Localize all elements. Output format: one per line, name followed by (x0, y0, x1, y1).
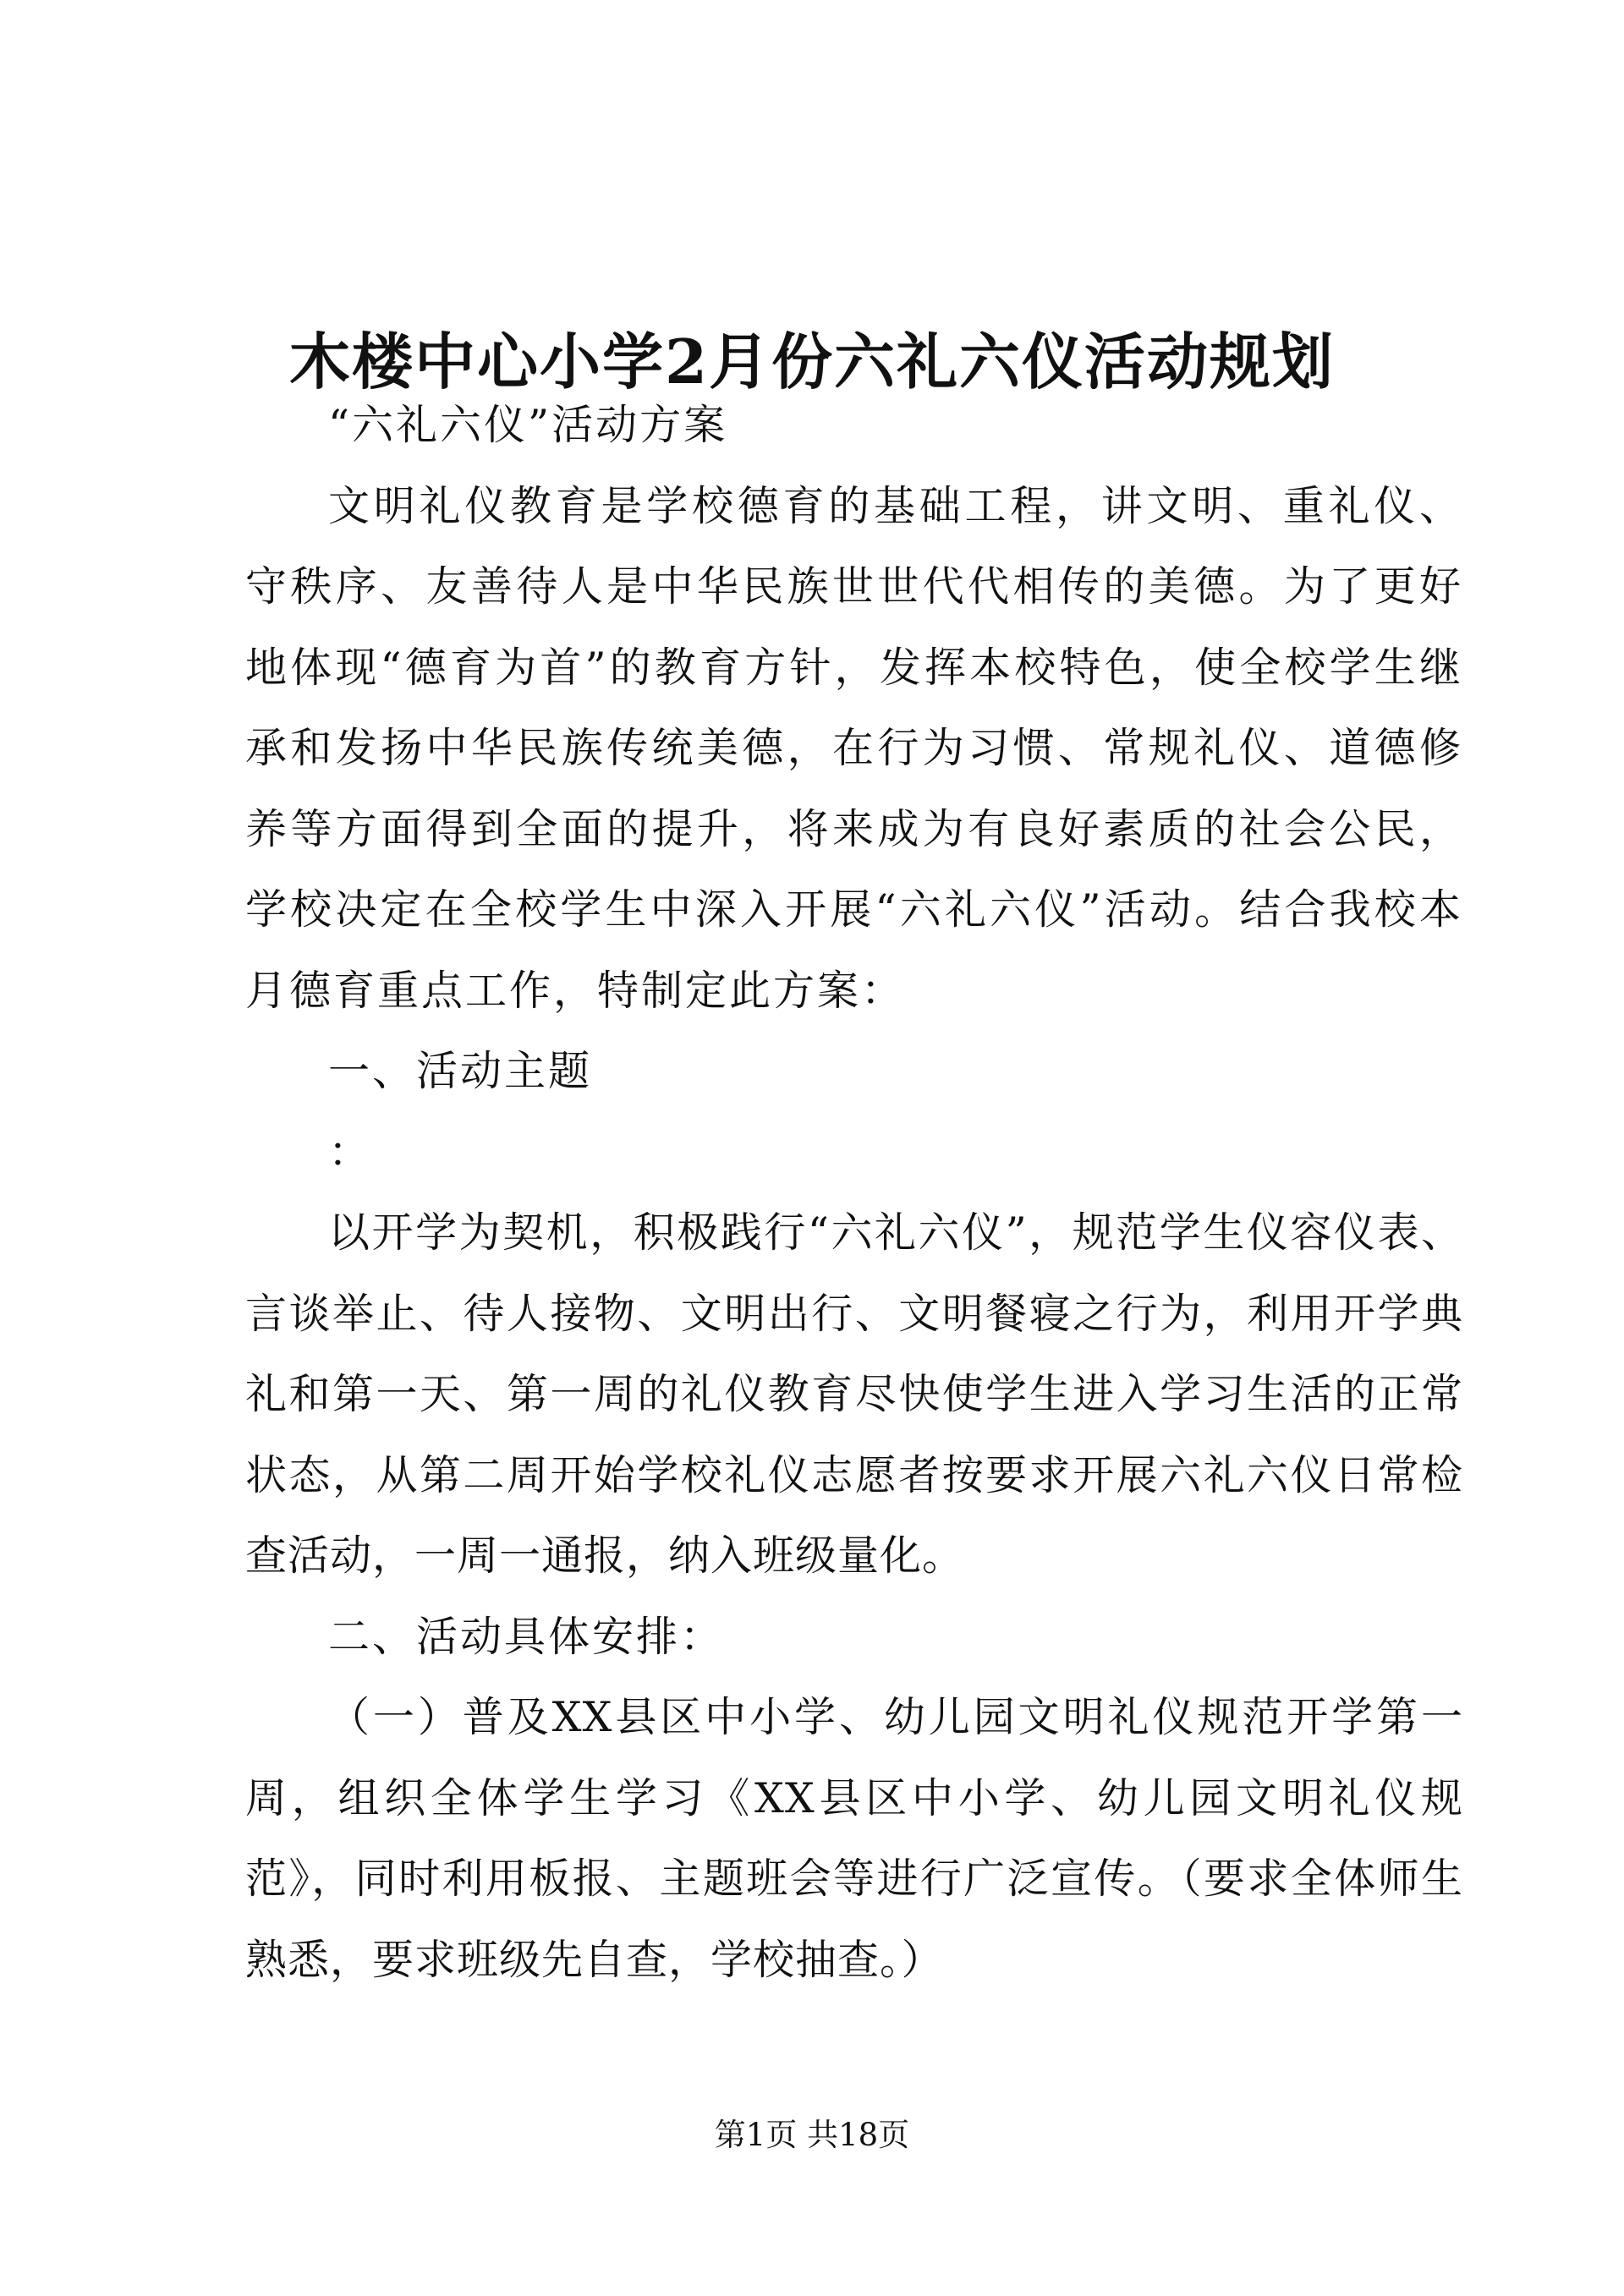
section-heading-arrangement: 二、活动具体安排： (328, 1612, 725, 1661)
arrangement-item-1: （一）普及XX县区中小学、幼儿园文明礼仪规范开学第一周，组织全体学生学习《XX县区中小学、幼儿园文明礼仪规范》，同时利用板报、主题班会等进行广泛宣传。（要求全体师生熟悉，要求班级先自查，学校抽查。） (245, 1693, 1463, 1984)
document-body (245, 385, 1463, 2000)
section-heading-theme: 一、活动主题 (328, 1047, 593, 1095)
theme-paragraph: 以开学为契机，积极践行“六礼六仪”，规范学生仪容仪表、言谈举止、待人接物、文明出行、文明餐寝之行为，利用开学典礼和第一天、第一周的礼仪教育尽快使学生进入学习生活的正常状态，从第二周开始学校礼仪志愿者按要求开展六礼六仪日常检查活动，一周一通报，纳入班级量化。 (245, 1208, 1463, 1580)
document-title: 木楼中心小学2月份六礼六仪活动规划 (288, 326, 1336, 398)
plan-subtitle: “六礼六仪”活动方案 (328, 401, 728, 449)
page-footer: 第1页 共18页 (714, 2117, 910, 2153)
colon-line: ： (328, 1127, 373, 1176)
intro-paragraph: 文明礼仪教育是学校德育的基础工程，讲文明、重礼仪、守秩序、友善待人是中华民族世世代代相传的美德。为了更好地体现“德育为首”的教育方针，发挥本校特色，使全校学生继承和发扬中华民族传统美德，在行为习惯、常规礼仪、道德修养等方面得到全面的提升，将来成为有良好素质的社会公民，学校决定在全校学生中深入开展“六礼六仪”活动。结合我校本月德育重点工作，特制定此方案： (245, 481, 1463, 1015)
